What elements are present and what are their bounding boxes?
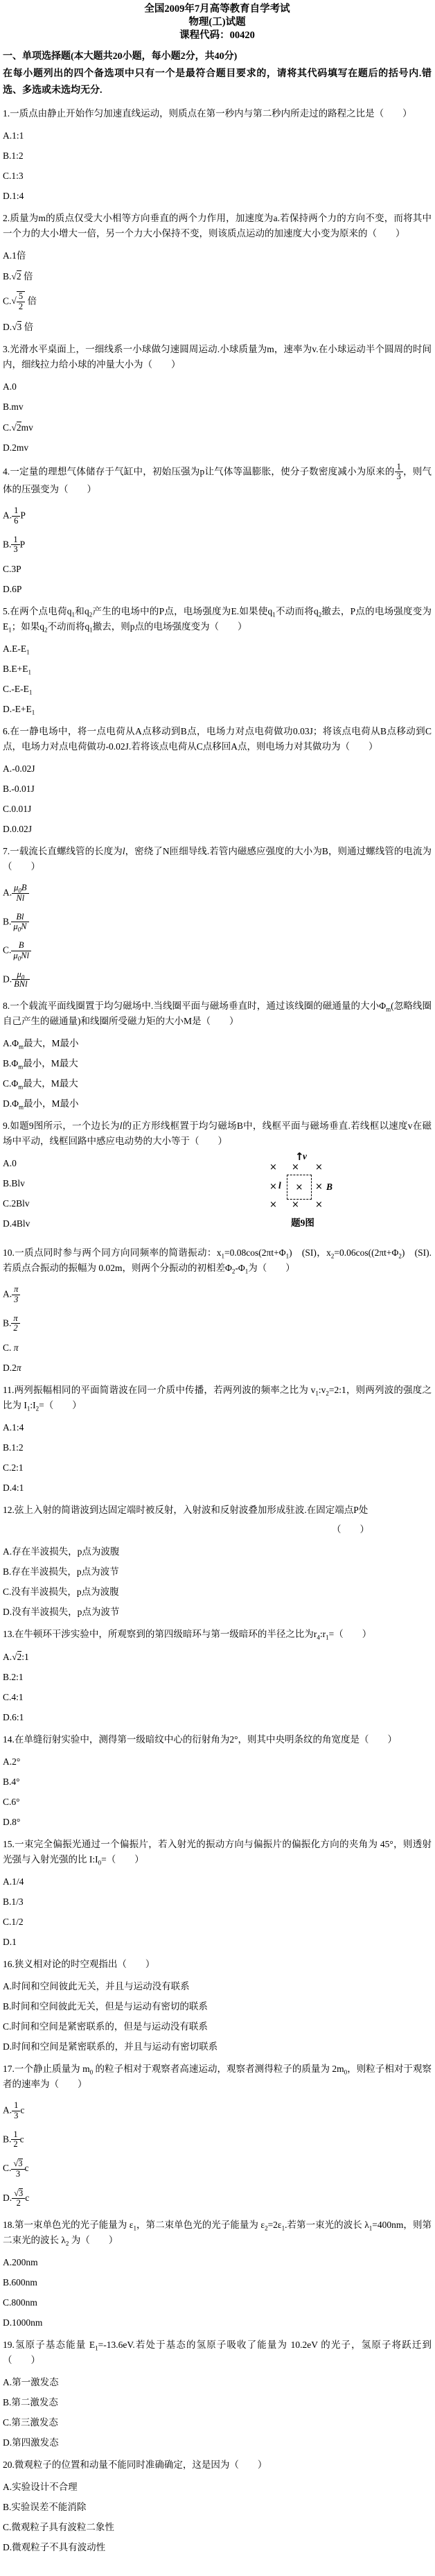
option: A. $\frac{1}{6}$ P	[3, 505, 26, 526]
option: B. $\frac{1}{2}$ c	[3, 2129, 24, 2150]
field-into-page-cross-icon: ×	[269, 1162, 277, 1173]
question-options	[3, 130, 432, 202]
option: B.1:2	[3, 150, 24, 161]
option: B.实验误差不能消除	[3, 2502, 87, 2512]
option: D.没有半波损失，p点为波节	[3, 1607, 120, 1617]
question-options	[3, 1651, 432, 1723]
question	[3, 1245, 432, 1374]
option: C.1/2	[3, 1917, 24, 1927]
question-options	[3, 2257, 432, 2328]
question-stem: 1.一质点由静止开始作匀加速直线运动，则质点在第一秒内与第二秒内所走过的路程之比是（ ）	[3, 108, 412, 119]
option: A.√2:1	[3, 1652, 29, 1662]
question-stem: 2.质量为m的质点仅受大小相等方向垂直的两个力作用，加速度为a.若保持两个力的方向不变，而将其中一个力的大小增大一倍，另一个力大小保持不变，则该质点运动的加速度大小变为原来的（ ）	[3, 213, 432, 239]
question-options	[3, 1285, 432, 1374]
field-into-page-cross-icon: ×	[269, 1182, 277, 1192]
option: A.200nm	[3, 2257, 38, 2267]
exam-title-line2: 物理(工)试题	[188, 17, 246, 28]
question	[3, 999, 432, 1109]
option: D. $\mu_0$ BNl	[3, 970, 432, 990]
option: D.微观粒子不具有波动性	[3, 2542, 106, 2552]
field-into-page-cross-icon: ×	[269, 1200, 277, 1210]
option: B. $\frac{\pi}{2}$	[3, 1314, 432, 1334]
option: C.800nm	[3, 2297, 37, 2308]
question-options	[3, 1150, 432, 1238]
option: D.4:1	[3, 1483, 24, 1493]
question-stem: 5.在两个点电荷$q_1$和$q_2$产生的电场中的P点，电场强度为E.如果使$q_1$不动而将$q_2$撤去，P点的电场强度变为$E_1$；如果$q_2$不动而将$q_1$撤去，则p点的电场强度变为（ ）	[3, 606, 432, 634]
field-into-page-cross-icon: ×	[315, 1182, 323, 1192]
option: B.1:2	[3, 1442, 24, 1453]
option: A.1:1	[3, 130, 24, 141]
field-into-page-cross-icon: ×	[292, 1162, 299, 1173]
question-list	[3, 106, 432, 2553]
question	[3, 2457, 432, 2553]
question-stem: 14.在单缝衍射实验中，测得第一级暗纹中心的衍射角为2°，则其中央明条纹的角宽度是（ ）	[3, 1734, 398, 1745]
field-into-page-cross-icon: ×	[295, 1182, 303, 1193]
question-options	[3, 883, 432, 989]
option: A.第一激发态	[3, 2377, 59, 2387]
option: $A.\Phi_m$最大，M最小	[3, 1038, 79, 1051]
question	[3, 1383, 432, 1494]
option: D.2π	[3, 1363, 21, 1373]
magnetic-field-label: B	[326, 1182, 333, 1192]
question-stem: 4.一定量的理想气体储存于气缸中，初始压强为p让气体等温膨胀，使分子数密度减小为原来的 $\frac{1}{3}$ ，则气体的压强变为（ ）	[3, 461, 432, 494]
question-stem: 11.两列振幅相同的平面简谐波在同一介质中传播，若两列波的频率之比为 $v_1:v_2=2:1$，则两列波的强度之比为 $I_1:I_2=$（ ）	[3, 1385, 432, 1412]
question-options	[3, 2482, 432, 2553]
question-options	[3, 763, 432, 835]
question	[3, 2218, 432, 2328]
option: B.2:1	[3, 1672, 24, 1682]
option: A.-0.02J	[3, 763, 35, 774]
question	[3, 1503, 432, 1618]
question-stem: 17.一个静止质量为 $m_0$ 的粒子相对于观察者高速运动，观察者测得粒子的质量为 $2m_0$，则粒子相对于观察者的速率为（ ）	[3, 2064, 432, 2089]
exam-paper	[3, 3, 432, 2553]
question	[3, 1627, 432, 1723]
velocity-arrow-icon: ↑	[295, 1150, 304, 1163]
option: C.3P	[3, 564, 21, 574]
option: A.1倍	[3, 250, 26, 261]
exam-title-line1: 全国2009年7月高等教育自学考试	[144, 3, 290, 15]
question-options	[3, 1422, 432, 1494]
question-options	[3, 2377, 432, 2448]
figure9-diagram	[268, 1150, 337, 1211]
option: B.mv	[3, 401, 24, 412]
velocity-label: v	[303, 1151, 307, 1161]
option: C.√ $\frac{5}{2}$ 倍	[3, 291, 37, 311]
field-into-page-cross-icon: ×	[315, 1200, 323, 1210]
option: B.√2 倍	[3, 271, 33, 282]
question-stem: 16.狭义相对论的时空观指出（ ）	[3, 1959, 155, 1969]
question	[3, 604, 432, 715]
option: C.√2mv	[3, 422, 33, 433]
option: B.-0.01J	[3, 784, 35, 794]
question	[3, 1732, 432, 1828]
question	[3, 844, 432, 989]
question-options	[3, 1876, 432, 1948]
question-options	[3, 2101, 432, 2208]
option: D.6:1	[3, 1712, 24, 1722]
option: D.4Blv	[3, 1218, 30, 1229]
answer-bracket: （ ）	[332, 1524, 369, 1535]
option: $D.\Phi_m$最小，M最小	[3, 1098, 79, 1111]
option: D.6P	[3, 584, 22, 594]
question-stem: 20.微观粒子的位置和动量不能同时准确确定，这是因为（ ）	[3, 2460, 267, 2470]
option: B. $\frac{Bl}{\mu_0N}$	[3, 913, 432, 933]
option: A.0	[3, 1158, 17, 1168]
option: $B.E+E_1$	[3, 664, 31, 676]
option: B. $\frac{1}{3}$ P	[3, 534, 26, 555]
question-stem: 19.氢原子基态能量 $E_1=-13.6eV$.若处于基态的氢原子吸收了能量为 10.2eV 的光子，氢原子将跃迁到（ ）	[3, 2340, 432, 2365]
option: D. $\frac{√3}{2}$ c	[3, 2188, 30, 2208]
question-stem: 12.弦上入射的简谐波到达固定端时被反射，入射波和反射波叠加形成驻波.在固定端点P处	[3, 1505, 369, 1515]
option: D.8°	[3, 1817, 21, 1827]
question	[3, 2337, 432, 2448]
question-options	[3, 1546, 432, 1618]
figure9-caption: 题9图	[291, 1218, 314, 1228]
option: B.Blv	[3, 1178, 25, 1188]
question-stem: 15.一束完全偏振光通过一个偏振片，若入射光的振动方向与偏振片的偏振化方向的夹角为 45°，则透射光强与入射光强的比 $I:I_0=$（ ）	[3, 1839, 432, 1867]
question-stem: 6.在一静电场中，将一点电荷从A点移动到B点，电场力对点电荷做功0.03J；将该点电荷从B点移动到C点，电场力对点电荷做功-0.02J.若将该点电荷从C点移回A点，则电场力对其做功为（ ）	[3, 726, 432, 752]
option: A. $\frac{\pi}{3}$	[3, 1285, 432, 1305]
option: C. π	[3, 1342, 19, 1353]
section-heading: 一、单项选择题(本大题共20小题，每小题2分，共40分)	[3, 51, 238, 62]
option: C.2:1	[3, 1462, 24, 1473]
course-code: 课程代码：00420	[179, 30, 255, 41]
side-length-label: l	[278, 1180, 281, 1191]
option: D.2mv	[3, 442, 29, 453]
option: $D.-E+E_1$	[3, 704, 35, 716]
question	[3, 1118, 432, 1238]
option: A. $\frac{1}{3}$ c	[3, 2100, 25, 2120]
option: A.存在半波损失，p点为波腹	[3, 1546, 120, 1557]
question-stem: 8.一个载流平面线圈置于均匀磁场中.当线圈平面与磁场垂直时，通过该线圈的磁通量的大小$\Phi_m$(忽略线圈自己产生的磁通量)和线圈所受磁力矩的大小M是（ ）	[3, 1001, 432, 1026]
question	[3, 1957, 432, 2052]
question-stem: 10.一质点同时参与两个同方向同频率的简谐振动：$x_1=0.08\cos(2\pi t+\Phi_1)$ (SI)，$x_2=0.06\cos((2\pi t+\Phi_2)$ (SI).若质点合振动的振幅为 0.02m，则两个分振动的初相差$\Phi_2-\Phi_1$为（ ）	[3, 1247, 432, 1275]
option: A.0	[3, 381, 17, 392]
question-stem: 3.光滑水平桌面上，一细线系一小球做匀速圆周运动.小球质量为m，速率为v.在小球运动半个圆周的时间内，细线拉力给小球的冲量大小为（ ）	[3, 343, 432, 370]
question	[3, 342, 432, 453]
option: D.0.02J	[3, 824, 33, 834]
option: D.1:4	[3, 191, 24, 201]
option: C.微观粒子具有波粒二象性	[3, 2522, 114, 2532]
option: C.时间和空间是紧密联系的，但是与运动没有联系	[3, 2021, 208, 2032]
option: D.第四激发态	[3, 2437, 59, 2448]
figure-question9	[264, 1151, 341, 1229]
option: A. $\frac{\mu_0B}{Nl}$	[3, 883, 432, 904]
option: D.1	[3, 1937, 17, 1947]
question-options	[3, 643, 432, 715]
option: A.2°	[3, 1756, 21, 1767]
option: B.时间和空间彼此无关，但是与运动有密切的联系	[3, 2001, 208, 2012]
option: $A.E-E_1$	[3, 643, 30, 656]
option: A.时间和空间彼此无关，并且与运动没有联系	[3, 1981, 190, 1991]
question-stem: 7.一载流长直螺线管的长度为l，密绕了N匝细导线.若管内磁感应强度的大小为B，则通过螺线管的电流为（ ）	[3, 846, 432, 872]
option: A.实验设计不合理	[3, 2482, 78, 2492]
option: D.时间和空间是紧密联系的，并且与运动有密切联系	[3, 2041, 218, 2052]
question	[3, 2061, 432, 2208]
option: C.0.01J	[3, 804, 32, 814]
question-options	[3, 381, 432, 453]
option: C. $\frac{B}{\mu_0Nl}$	[3, 941, 432, 961]
question-stem: 9.如题9图所示，一个边长为l的正方形线框置于均匀磁场B中，线框平面与磁场垂直.若线框以速度v在磁场中平动，线框回路中感应电动势的大小等于（ ）	[3, 1121, 432, 1146]
option: C.第三激发态	[3, 2417, 58, 2428]
option: B.600nm	[3, 2277, 37, 2288]
question	[3, 1837, 432, 1948]
option: A.1/4	[3, 1876, 24, 1887]
option: B.存在半波损失，p点为波节	[3, 1566, 119, 1577]
option: C.2Blv	[3, 1198, 30, 1209]
question	[3, 106, 432, 202]
question-options	[3, 1756, 432, 1828]
option: C.1:3	[3, 171, 24, 181]
question	[3, 463, 432, 596]
option: $B.\Phi_m$最小，M最大	[3, 1058, 78, 1071]
option: D.√3 倍	[3, 321, 34, 332]
field-into-page-cross-icon: ×	[292, 1200, 299, 1210]
option: D.1000nm	[3, 2317, 43, 2328]
wire-frame-square	[287, 1175, 312, 1200]
option: A.1:4	[3, 1422, 24, 1433]
question-options	[3, 250, 432, 333]
question	[3, 211, 432, 333]
field-into-page-cross-icon: ×	[315, 1162, 323, 1173]
option: B.1/3	[3, 1896, 24, 1907]
option: $C.-E-E_1$	[3, 684, 33, 696]
option: C.4:1	[3, 1692, 24, 1702]
question	[3, 724, 432, 835]
option: C.6°	[3, 1797, 20, 1807]
question-stem: 18.第一束单色光的光子能量为 $\varepsilon_1$，第二束单色光的光子能量为 $\varepsilon_2=2\varepsilon_1$.若第一束光的波长 $\lambda_1=400nm$，则第二束光的波长 $\lambda_2$ 为（ ）	[3, 2220, 432, 2247]
section-instructions: 在每小题列出的四个备选项中只有一个是最符合题目要求的，请将其代码填写在题后的括号内.错选、多选或未选均无分.	[3, 69, 432, 96]
question-options	[3, 506, 432, 595]
option: $C.\Phi_m$最大，M最大	[3, 1078, 78, 1091]
option: C. $\frac{√3}{3}$ c	[3, 2159, 29, 2179]
option: B.第二激发态	[3, 2397, 58, 2408]
question-stem: 13.在牛顿环干涉实验中，所观察到的第四级暗环与第一级暗环的半径之比为$r_4:r_1=$（ ）	[3, 1629, 372, 1641]
option: C.没有半波损失，p点为波腹	[3, 1587, 119, 1597]
question-options	[3, 1981, 432, 2052]
question-options	[3, 1038, 432, 1109]
option: B.4°	[3, 1777, 20, 1787]
